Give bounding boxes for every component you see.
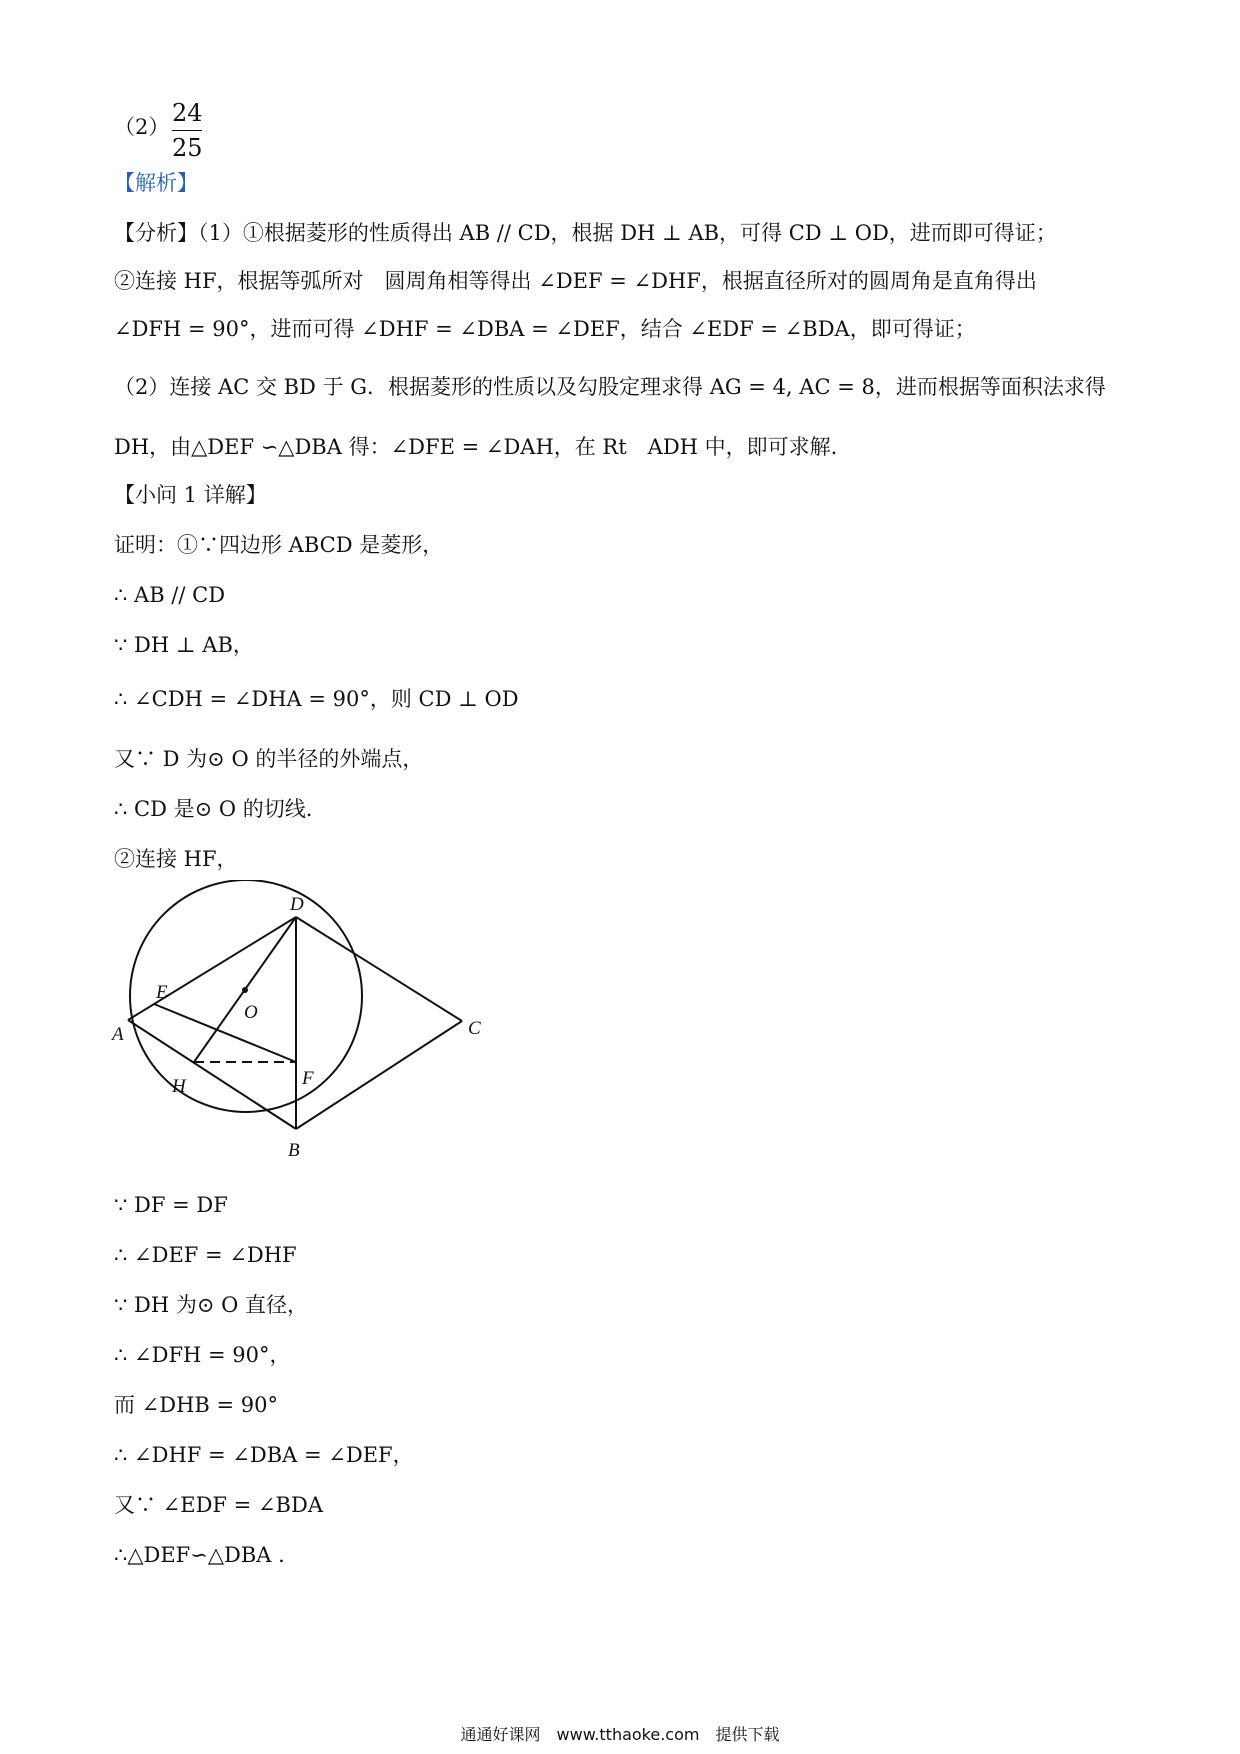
segment-cb xyxy=(296,1021,462,1129)
segment-ad xyxy=(128,917,296,1020)
proof-line-4: ∴ ∠CDH = ∠DHA = 90°，则 CD ⊥ OD xyxy=(114,687,519,711)
label-h: H xyxy=(172,1076,186,1097)
proof2-line-2: ∴ ∠DEF = ∠DHF xyxy=(114,1243,297,1267)
proof-line-7: ②连接 HF， xyxy=(114,847,238,871)
label-b: B xyxy=(288,1140,300,1161)
analysis-line-3: ∠DFH = 90°，进而可得 ∠DHF = ∠DBA = ∠DEF，结合 ∠EDF = ∠BDA，即可得证； xyxy=(114,317,976,341)
answer-denominator: 25 xyxy=(172,134,203,162)
label-f: F xyxy=(302,1068,314,1089)
proof-line-3: ∵ DH ⊥ AB， xyxy=(114,633,254,657)
proof2-line-3: ∵ DH 为⊙ O 直径， xyxy=(114,1293,309,1317)
proof-line-2: ∴ AB // CD xyxy=(114,583,226,607)
answer-fraction xyxy=(172,98,203,163)
analysis-line-5: DH，由△DEF ∽△DBA 得：∠DFE = ∠DAH，在 Rt ADH 中，即可求解. xyxy=(114,435,838,459)
proof2-line-7: 又∵ ∠EDF = ∠BDA xyxy=(114,1493,323,1517)
geometry-figure xyxy=(110,880,490,1170)
analysis-line-2: ②连接 HF，根据等弧所对 圆周角相等得出 ∠DEF = ∠DHF，根据直径所对的圆周角是直角得出 xyxy=(114,269,1037,293)
proof-line-5: 又∵ D 为⊙ O 的半径的外端点， xyxy=(114,747,424,771)
center-point-o xyxy=(242,987,248,993)
page-footer: 通通好课网 www.tthaoke.com 提供下载 xyxy=(460,1725,780,1744)
proof2-line-4: ∴ ∠DFH = 90°， xyxy=(114,1343,291,1367)
answer-numerator: 24 xyxy=(172,99,203,127)
label-o: O xyxy=(244,1002,258,1023)
proof2-line-1: ∵ DF = DF xyxy=(114,1193,228,1217)
proof2-line-8: ∴△DEF∽△DBA . xyxy=(114,1543,285,1567)
proof-line-6: ∴ CD 是⊙ O 的切线. xyxy=(114,797,313,821)
segment-dc xyxy=(296,917,462,1021)
part-label: （2） xyxy=(114,115,170,139)
analysis-line-1: 【分析】（1）①根据菱形的性质得出 AB // CD，根据 DH ⊥ AB，可得 CD ⊥ OD，进而即可得证； xyxy=(114,221,1057,245)
sub-question-title: 【小问 1 详解】 xyxy=(114,483,267,507)
label-d: D xyxy=(290,894,304,915)
label-c: C xyxy=(468,1018,481,1039)
jiexi-tag: 【解析】 xyxy=(114,171,198,195)
proof2-line-6: ∴ ∠DHF = ∠DBA = ∠DEF， xyxy=(114,1443,414,1467)
proof2-line-5: 而 ∠DHB = 90° xyxy=(114,1393,279,1417)
proof-line-1: 证明：①∵四边形 ABCD 是菱形， xyxy=(114,533,444,557)
segment-ef xyxy=(154,1004,296,1062)
fraction-bar xyxy=(172,130,202,131)
label-a: A xyxy=(112,1024,124,1045)
analysis-line-4: （2）连接 AC 交 BD 于 G．根据菱形的性质以及勾股定理求得 AG = 4, AC = 8，进而根据等面积法求得 xyxy=(114,375,1106,399)
label-e: E xyxy=(156,982,168,1003)
